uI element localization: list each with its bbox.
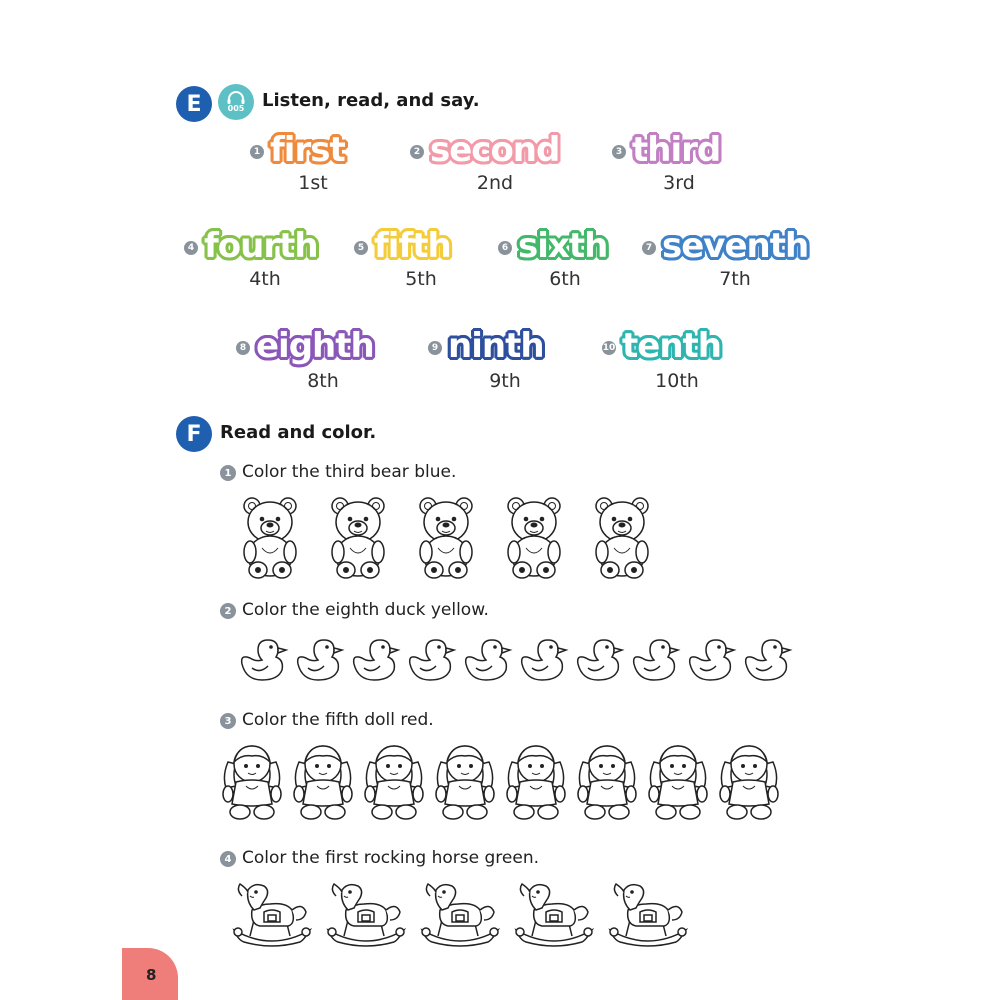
task-number: 2: [220, 603, 236, 619]
rocking-horse-icon[interactable]: [418, 880, 502, 955]
ordinal-abbreviation: 5th: [405, 268, 437, 290]
task-number: 4: [220, 851, 236, 867]
section-f-badge: F: [176, 416, 212, 452]
duck-icon[interactable]: [630, 636, 678, 687]
doll-icon[interactable]: [289, 742, 357, 825]
duck-icon[interactable]: [406, 636, 454, 687]
duck-icon[interactable]: [574, 636, 622, 687]
task-number: 3: [220, 713, 236, 729]
rocking-horse-icon[interactable]: [512, 880, 596, 955]
ordinal-abbreviation: 4th: [249, 268, 281, 290]
ordinal-number: 5: [354, 241, 368, 255]
audio-track-code: 005: [227, 104, 245, 113]
task-number: 1: [220, 465, 236, 481]
section-f-title: Read and color.: [220, 422, 377, 443]
ordinal-number: 1: [250, 145, 264, 159]
duck-icon[interactable]: [238, 636, 286, 687]
ordinal-abbreviation: 6th: [549, 268, 581, 290]
teddy-bear-icon[interactable]: [326, 494, 390, 583]
ordinal-word-tenth: tenth: [622, 326, 721, 366]
rocking-horse-icon[interactable]: [324, 880, 408, 955]
doll-icon[interactable]: [360, 742, 428, 825]
ordinal-number: 2: [410, 145, 424, 159]
ordinal-abbreviation: 7th: [719, 268, 751, 290]
duck-icon[interactable]: [686, 636, 734, 687]
ordinal-word-sixth: sixth: [518, 226, 608, 266]
teddy-bear-icon[interactable]: [590, 494, 654, 583]
ordinal-abbreviation: 8th: [307, 370, 339, 392]
ordinal-number: 4: [184, 241, 198, 255]
duck-icon[interactable]: [462, 636, 510, 687]
teddy-bear-icon[interactable]: [414, 494, 478, 583]
duck-icon[interactable]: [294, 636, 342, 687]
doll-icon[interactable]: [431, 742, 499, 825]
ordinal-abbreviation: 9th: [489, 370, 521, 392]
rocking-horse-icon[interactable]: [606, 880, 690, 955]
task-instruction: Color the third bear blue.: [242, 462, 457, 482]
doll-icon[interactable]: [644, 742, 712, 825]
ordinal-word-fifth: fifth: [374, 226, 451, 266]
section-e-title: Listen, read, and say.: [262, 90, 480, 111]
ordinal-word-third: third: [632, 130, 721, 170]
doll-icon[interactable]: [573, 742, 641, 825]
ordinal-word-ninth: ninth: [448, 326, 544, 366]
doll-icon[interactable]: [218, 742, 286, 825]
ordinal-abbreviation: 10th: [655, 370, 699, 392]
teddy-bear-icon[interactable]: [238, 494, 302, 583]
ordinal-abbreviation: 1st: [298, 172, 328, 194]
ordinal-word-fourth: fourth: [204, 226, 318, 266]
teddy-bear-icon[interactable]: [502, 494, 566, 583]
audio-track-button[interactable]: [218, 84, 254, 120]
ordinal-word-first: first: [270, 130, 345, 170]
ordinal-word-seventh: seventh: [662, 226, 809, 266]
duck-icon[interactable]: [518, 636, 566, 687]
duck-icon[interactable]: [350, 636, 398, 687]
ordinal-word-second: second: [430, 130, 560, 170]
headphones-icon: [226, 91, 246, 105]
ordinal-number: 6: [498, 241, 512, 255]
ordinal-number: 9: [428, 341, 442, 355]
section-e-badge: E: [176, 86, 212, 122]
ordinal-abbreviation: 3rd: [663, 172, 695, 194]
ordinal-number: 10: [602, 343, 616, 353]
ordinal-word-eighth: eighth: [256, 326, 374, 366]
doll-icon[interactable]: [502, 742, 570, 825]
ordinal-number: 8: [236, 341, 250, 355]
ordinal-number: 7: [642, 241, 656, 255]
task-instruction: Color the eighth duck yellow.: [242, 600, 489, 620]
doll-icon[interactable]: [715, 742, 783, 825]
task-instruction: Color the fifth doll red.: [242, 710, 434, 730]
rocking-horse-icon[interactable]: [230, 880, 314, 955]
page-number: 8: [146, 966, 157, 984]
ordinal-number: 3: [612, 145, 626, 159]
task-instruction: Color the first rocking horse green.: [242, 848, 540, 868]
ordinal-abbreviation: 2nd: [476, 172, 514, 194]
duck-icon[interactable]: [742, 636, 790, 687]
